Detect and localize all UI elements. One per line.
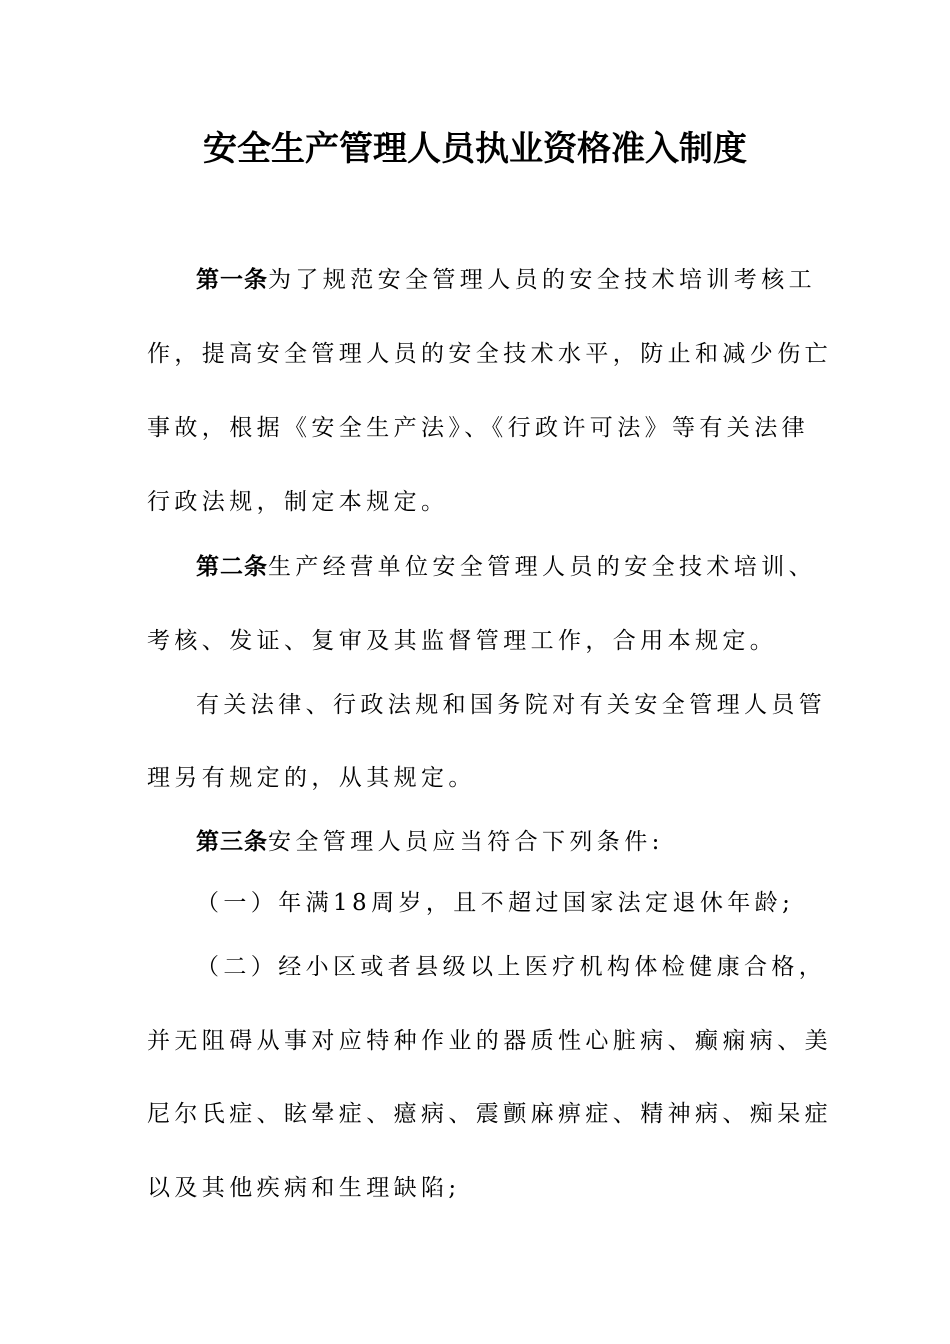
article-label: 第二条 (196, 554, 268, 580)
line-text: 尼尔氏症、眩晕症、癔病、震颤麻痹症、精神病、痴呆症 (147, 1101, 832, 1127)
document-title: 安全生产管理人员执业资格准入制度 (203, 129, 747, 169)
line-text: 安全管理人员应当符合下列条件: (268, 829, 664, 855)
paragraph-line (147, 334, 832, 374)
paragraph-line (147, 408, 807, 448)
line-text: （二）经小区或者县级以上医疗机构体检健康合格， (196, 954, 827, 980)
paragraph-line (196, 547, 816, 587)
line-text: 理另有规定的，从其规定。 (147, 765, 476, 791)
paragraph-line (147, 1094, 832, 1134)
article-label: 第一条 (196, 267, 268, 293)
paragraph-line (196, 822, 807, 862)
line-text: 作，提高安全管理人员的安全技术水平，防止和减少伤亡 (147, 341, 832, 367)
paragraph-line (196, 685, 827, 725)
article-label: 第三条 (196, 829, 268, 855)
line-text: 并无阻碍从事对应特种作业的器质性心脏病、癫痫病、美 (147, 1028, 832, 1054)
line-text: 行政法规，制定本规定。 (147, 489, 449, 515)
line-text: 考核、发证、复审及其监督管理工作，合用本规定。 (147, 628, 778, 654)
line-text: 生产经营单位安全管理人员的安全技术培训、 (268, 554, 816, 580)
paragraph-line (196, 947, 856, 987)
line-text: 以及其他疾病和生理缺陷; (147, 1175, 461, 1201)
line-text: 事故，根据《安全生产法》、《行政许可法》等有关法律 (147, 415, 809, 441)
paragraph-line (196, 883, 856, 923)
line-text: 为了规范安全管理人员的安全技术培训考核工 (268, 267, 816, 293)
line-text: （一）年满18周岁，且不超过国家法定退休年龄; (196, 890, 795, 916)
paragraph-line (147, 758, 807, 798)
line-text: 有关法律、行政法规和国务院对有关安全管理人员管 (196, 692, 827, 718)
paragraph-line (147, 482, 807, 522)
paragraph-line (147, 621, 807, 661)
paragraph-line (196, 260, 816, 300)
paragraph-line (147, 1168, 807, 1208)
paragraph-line (147, 1021, 832, 1061)
